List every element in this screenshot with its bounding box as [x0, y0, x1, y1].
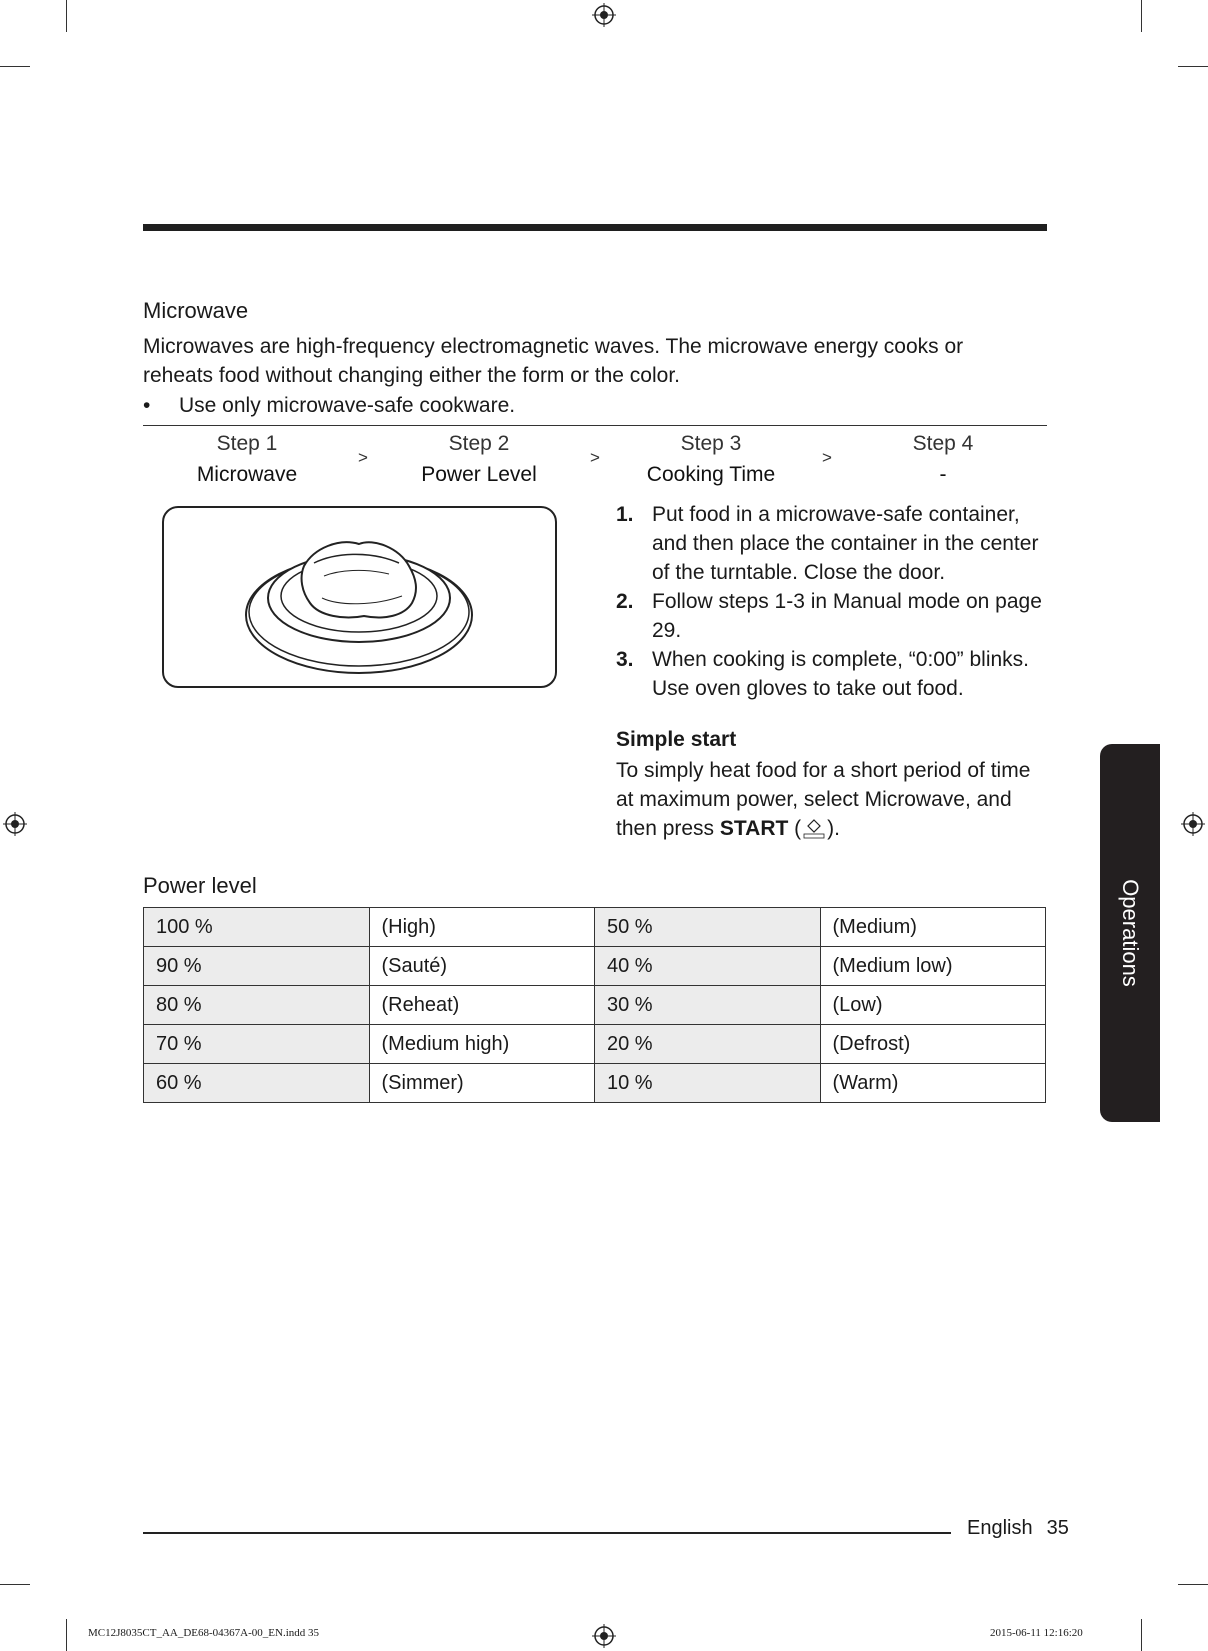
table-cell: 50 %	[595, 908, 821, 947]
step-value: Cooking Time	[646, 463, 776, 486]
header-rule	[143, 224, 1047, 231]
simple-start-tail: ).	[827, 817, 840, 840]
table-cell: (Medium)	[820, 908, 1046, 947]
table-cell: 10 %	[595, 1064, 821, 1103]
instruction-item	[616, 645, 1046, 703]
crop-mark	[66, 0, 67, 32]
crop-mark	[66, 1619, 67, 1651]
start-button-icon	[801, 818, 827, 840]
table-row	[144, 1025, 1046, 1064]
table-cell: 100 %	[144, 908, 370, 947]
instruction-number: 1.	[616, 503, 634, 526]
table-cell: 80 %	[144, 986, 370, 1025]
crop-mark	[1141, 1619, 1142, 1651]
instruction-list	[616, 500, 1046, 703]
footer	[967, 1517, 1069, 1540]
instruction-item	[616, 587, 1046, 645]
step-value: Power Level	[421, 463, 537, 486]
table-cell: 40 %	[595, 947, 821, 986]
power-level-title: Power level	[143, 873, 257, 898]
step-arrow: >	[822, 448, 832, 467]
registration-mark-icon	[592, 1624, 616, 1648]
table-cell: (Reheat)	[369, 986, 595, 1025]
table-cell: (Defrost)	[820, 1025, 1046, 1064]
footer-rule	[143, 1532, 951, 1534]
print-slug-file: MC12J8035CT_AA_DE68-04367A-00_EN.indd 35	[88, 1627, 319, 1639]
turntable-illustration	[162, 506, 557, 688]
table-cell: 30 %	[595, 986, 821, 1025]
step-label: Step 2	[448, 432, 510, 455]
start-label: START	[719, 817, 789, 840]
step-label: Step 3	[680, 432, 742, 455]
bullet-item	[143, 391, 515, 420]
step-label: Step 4	[912, 432, 974, 455]
bullet-dot: •	[143, 394, 151, 417]
crop-mark	[0, 1584, 30, 1585]
table-cell: (Low)	[820, 986, 1046, 1025]
step-1	[147, 428, 347, 490]
table-cell: (Medium high)	[369, 1025, 595, 1064]
power-level-table	[143, 907, 1046, 1103]
instruction-number: 3.	[616, 648, 634, 671]
step-4	[843, 428, 1043, 490]
table-cell: (Warm)	[820, 1064, 1046, 1103]
food-on-turntable-icon	[164, 508, 555, 686]
step-value: Microwave	[196, 463, 298, 486]
crop-mark	[1178, 1584, 1208, 1585]
step-arrow: >	[590, 448, 600, 467]
section-title: Microwave	[143, 298, 249, 323]
intro-paragraph: Microwaves are high-frequency electromagnetic waves. The microwave energy cooks or reheats food without changing either the form or the color.	[143, 335, 964, 387]
table-row	[144, 908, 1046, 947]
crop-mark	[1178, 66, 1208, 67]
instruction-item	[616, 500, 1046, 587]
steps-rule	[143, 425, 1047, 426]
registration-mark-icon	[592, 3, 616, 27]
instruction-number: 2.	[616, 590, 634, 613]
table-cell: (Simmer)	[369, 1064, 595, 1103]
instruction-text: When cooking is complete, “0:00” blinks. Use oven gloves to take out food.	[652, 648, 1030, 700]
table-cell: 90 %	[144, 947, 370, 986]
simple-start-title: Simple start	[616, 728, 737, 751]
crop-mark	[0, 66, 30, 67]
side-tab-label: Operations	[1118, 879, 1143, 987]
section-side-tab	[1100, 744, 1160, 1122]
print-slug-date: 2015-06-11 12:16:20	[990, 1627, 1083, 1639]
instruction-text: Follow steps 1-3 in Manual mode on page 29.	[652, 590, 1042, 642]
registration-mark-icon	[1181, 812, 1205, 836]
bullet-text: Use only microwave-safe cookware.	[179, 394, 516, 417]
crop-mark	[1141, 0, 1142, 32]
table-cell: (High)	[369, 908, 595, 947]
simple-start-body: To simply heat food for a short period of time at maximum power, select Microwave, and then press	[616, 759, 1031, 840]
footer-language: English	[967, 1517, 1033, 1539]
step-arrow: >	[358, 448, 368, 467]
table-cell: (Medium low)	[820, 947, 1046, 986]
table-cell: 20 %	[595, 1025, 821, 1064]
table-cell: (Sauté)	[369, 947, 595, 986]
step-3	[611, 428, 811, 490]
instruction-text: Put food in a microwave-safe container, and then place the container in the center of the turntable. Close the door.	[652, 503, 1039, 584]
step-2	[379, 428, 579, 490]
table-row	[144, 947, 1046, 986]
table-row	[144, 986, 1046, 1025]
table-row	[144, 1064, 1046, 1103]
step-value: -	[939, 463, 947, 486]
table-cell: 60 %	[144, 1064, 370, 1103]
simple-start-text: To simply heat food for a short period of time at maximum power, select Microwave, and then press START ( ).	[616, 759, 1031, 840]
table-cell: 70 %	[144, 1025, 370, 1064]
registration-mark-icon	[3, 812, 27, 836]
page-number: 35	[1046, 1517, 1069, 1539]
step-label: Step 1	[216, 432, 278, 455]
